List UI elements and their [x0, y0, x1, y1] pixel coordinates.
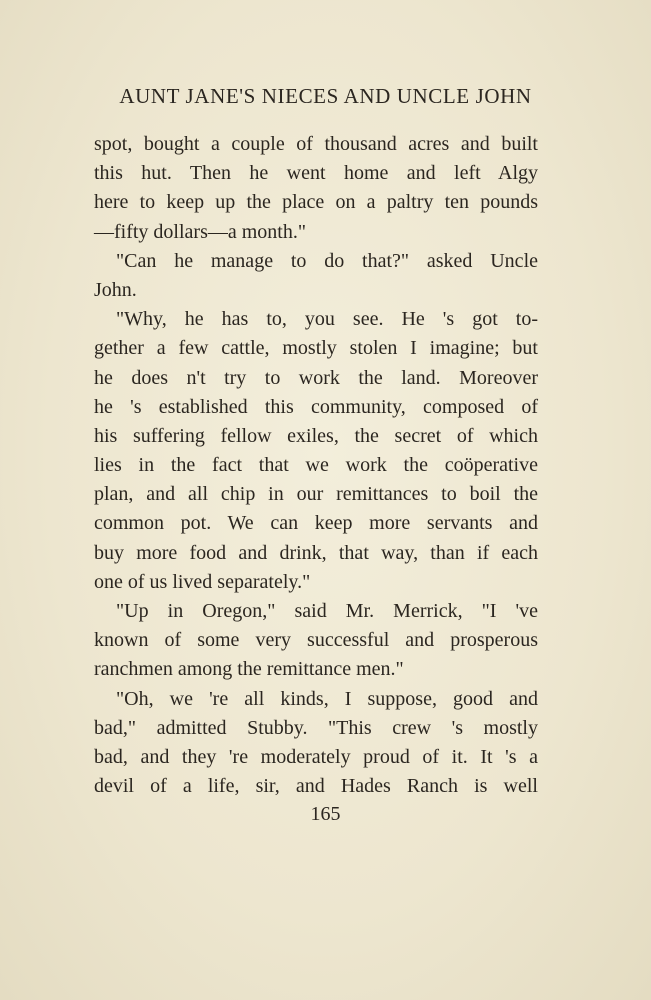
text-line: bad, and they 're moderately proud of it. It 's a — [94, 745, 538, 768]
text-line: spot, bought a couple of thousand acres and built — [94, 133, 538, 155]
text-line: common pot. We can keep more servants and — [94, 512, 538, 535]
text-line: lies in the fact that we work the coöperative — [94, 454, 538, 477]
text-line: "Why, he has to, you see. He 's got to- — [116, 308, 538, 331]
text-line: known of some very successful and prosperous — [94, 629, 538, 652]
text-line: plan, and all chip in our remittances to boil the — [94, 483, 538, 506]
running-head: AUNT JANE'S NIECES AND UNCLE JOHN — [119, 84, 532, 108]
text-line: gether a few cattle, mostly stolen I imagine; but — [94, 337, 538, 360]
text-line: devil of a life, sir, and Hades Ranch is well — [94, 775, 538, 798]
text-line: here to keep up the place on a paltry ten pounds — [94, 191, 538, 214]
text-line: this hut. Then he went home and left Algy — [94, 162, 538, 185]
text-line: "Up in Oregon," said Mr. Merrick, "I 've — [116, 600, 538, 622]
text-line: his suffering fellow exiles, the secret of which — [94, 424, 538, 447]
text-line: John. — [94, 278, 137, 301]
text-line: "Can he manage to do that?" asked Uncle — [116, 249, 538, 272]
text-line: buy more food and drink, that way, than if each — [94, 541, 538, 564]
text-line: he 's established this community, composed of — [94, 395, 538, 418]
text-line: ranchmen among the remittance men." — [94, 658, 404, 681]
text-line: he does n't try to work the land. Moreover — [94, 366, 538, 389]
body-text — [94, 130, 538, 801]
page-number: 165 — [310, 803, 341, 825]
text-line: "Oh, we 're all kinds, I suppose, good and — [116, 687, 538, 710]
text-line: one of us lived separately." — [94, 570, 311, 593]
text-line: —fifty dollars—a month." — [94, 220, 307, 243]
text-line: bad," admitted Stubby. "This crew 's mostly — [94, 716, 538, 739]
